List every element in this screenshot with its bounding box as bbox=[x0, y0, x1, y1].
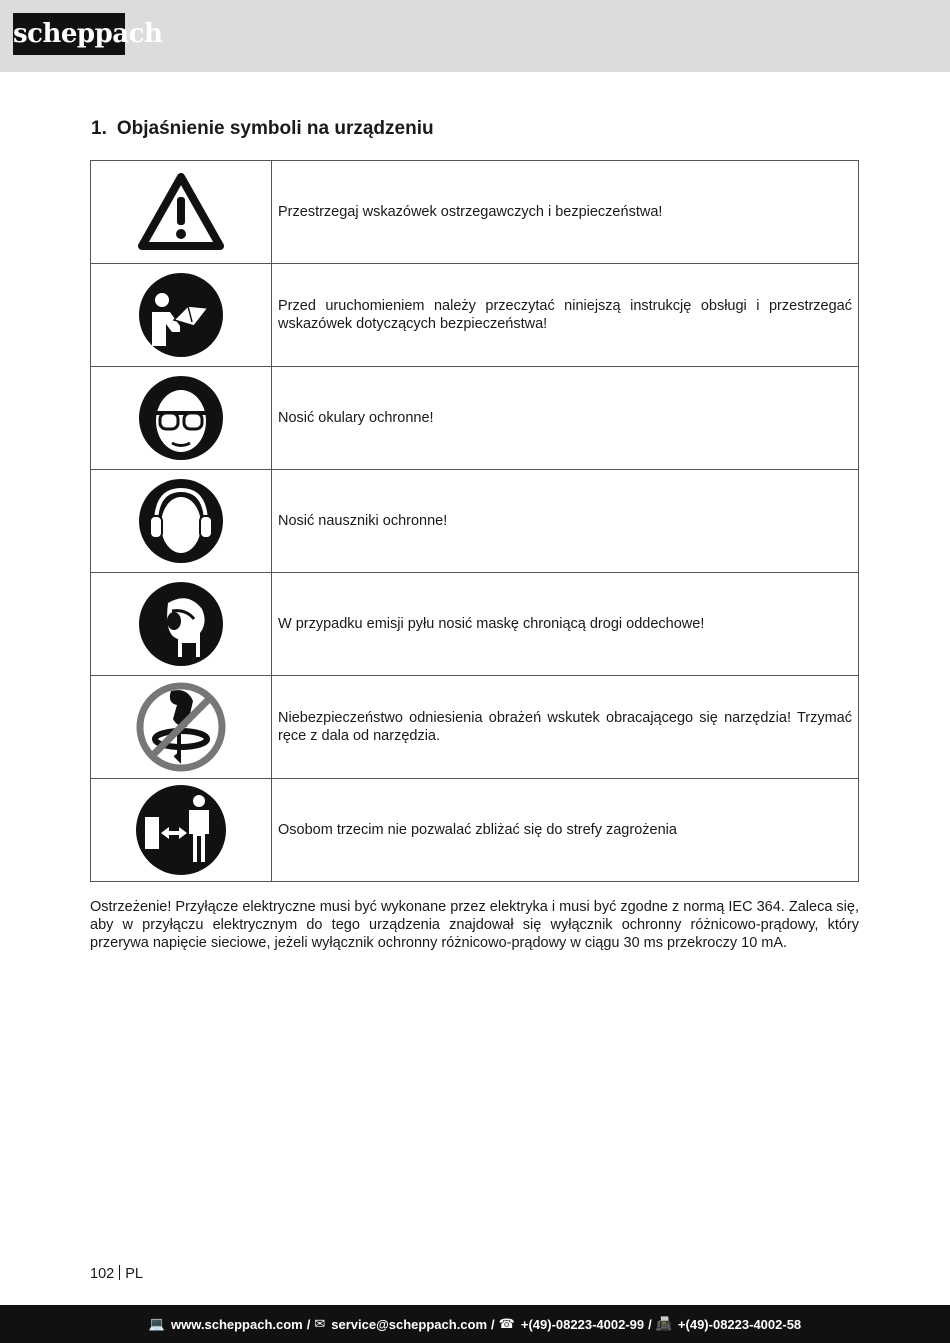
footer-fax: +(49)-08223-4002-58 bbox=[677, 1316, 802, 1332]
symbols-table bbox=[90, 160, 859, 882]
phone-icon: ☎ bbox=[498, 1316, 515, 1331]
footer-phone: +(49)-08223-4002-99 bbox=[520, 1316, 645, 1332]
warning-triangle-icon bbox=[138, 173, 224, 251]
table-row bbox=[91, 470, 859, 573]
footer-email[interactable]: service@scheppach.com bbox=[331, 1316, 488, 1332]
icon-cell bbox=[91, 161, 272, 264]
read-manual-icon bbox=[138, 272, 224, 358]
table-row bbox=[91, 779, 859, 882]
page-separator bbox=[119, 1265, 120, 1280]
section-number: 1. bbox=[91, 118, 107, 139]
icon-cell bbox=[91, 264, 272, 367]
computer-icon: 💻 bbox=[148, 1316, 166, 1331]
symbol-description: Nosić okulary ochronne! bbox=[272, 367, 859, 470]
icon-cell bbox=[91, 470, 272, 573]
page-number-value: 102 bbox=[90, 1266, 115, 1282]
section-title: Objaśnienie symboli na urządzeniu bbox=[116, 118, 434, 139]
scheppach-logo: scheppach bbox=[13, 13, 125, 55]
electrical-warning: Ostrzeżenie! Przyłącze elektryczne musi być wykonane przez elektryka i musi być zgodne z normą IEC 364. Zaleca się, aby w przyłączu elektrycznym do tego urządzenia znajdował się wyłącznik ochronny różnicowo-prądowy, który przerywa napięcie sieciowe, jeżeli wyłącznik ochronny różnicowo-prądowy w ciągu 30 ms przekroczy 10 mA. bbox=[90, 899, 859, 951]
symbol-description: Osobom trzecim nie pozwalać zbliżać się do strefy zagrożenia bbox=[272, 779, 859, 882]
icon-cell bbox=[91, 779, 272, 882]
ear-protection-icon bbox=[138, 478, 224, 564]
icon-cell bbox=[91, 573, 272, 676]
dust-mask-icon bbox=[138, 581, 224, 667]
footer-website[interactable]: www.scheppach.com bbox=[171, 1316, 303, 1332]
header-band bbox=[0, 0, 950, 72]
symbol-description: Przestrzegaj wskazówek ostrzegawczych i bezpieczeństwa! bbox=[272, 161, 859, 264]
safety-goggles-icon bbox=[138, 375, 224, 461]
no-hands-rotating-tool-icon bbox=[135, 681, 227, 773]
symbol-description: W przypadku emisji pyłu nosić maskę chroniącą drogi oddechowe! bbox=[272, 573, 859, 676]
keep-distance-icon bbox=[135, 784, 227, 876]
table-row bbox=[91, 676, 859, 779]
footer-bar bbox=[0, 1305, 950, 1343]
table-row bbox=[91, 264, 859, 367]
symbol-description: Niebezpieczeństwo odniesienia obrażeń wskutek obracającego się narzędzia! Trzymać ręce z dala od narzędzia. bbox=[272, 676, 859, 779]
email-icon: ✉ bbox=[314, 1316, 326, 1331]
icon-cell bbox=[91, 676, 272, 779]
section-heading bbox=[91, 118, 434, 140]
fax-icon: 📠 bbox=[655, 1316, 672, 1331]
footer-separator: / bbox=[648, 1316, 652, 1332]
page-number bbox=[90, 1265, 143, 1282]
table-row bbox=[91, 161, 859, 264]
symbol-description: Przed uruchomieniem należy przeczytać niniejszą instrukcję obsługi i przestrzegać wskazówek dotyczących bezpieczeństwa! bbox=[272, 264, 859, 367]
table-row bbox=[91, 367, 859, 470]
symbol-description: Nosić nauszniki ochronne! bbox=[272, 470, 859, 573]
icon-cell bbox=[91, 367, 272, 470]
table-row bbox=[91, 573, 859, 676]
footer-separator: / bbox=[306, 1316, 311, 1332]
footer-separator: / bbox=[491, 1316, 495, 1332]
page-language: PL bbox=[125, 1266, 143, 1282]
